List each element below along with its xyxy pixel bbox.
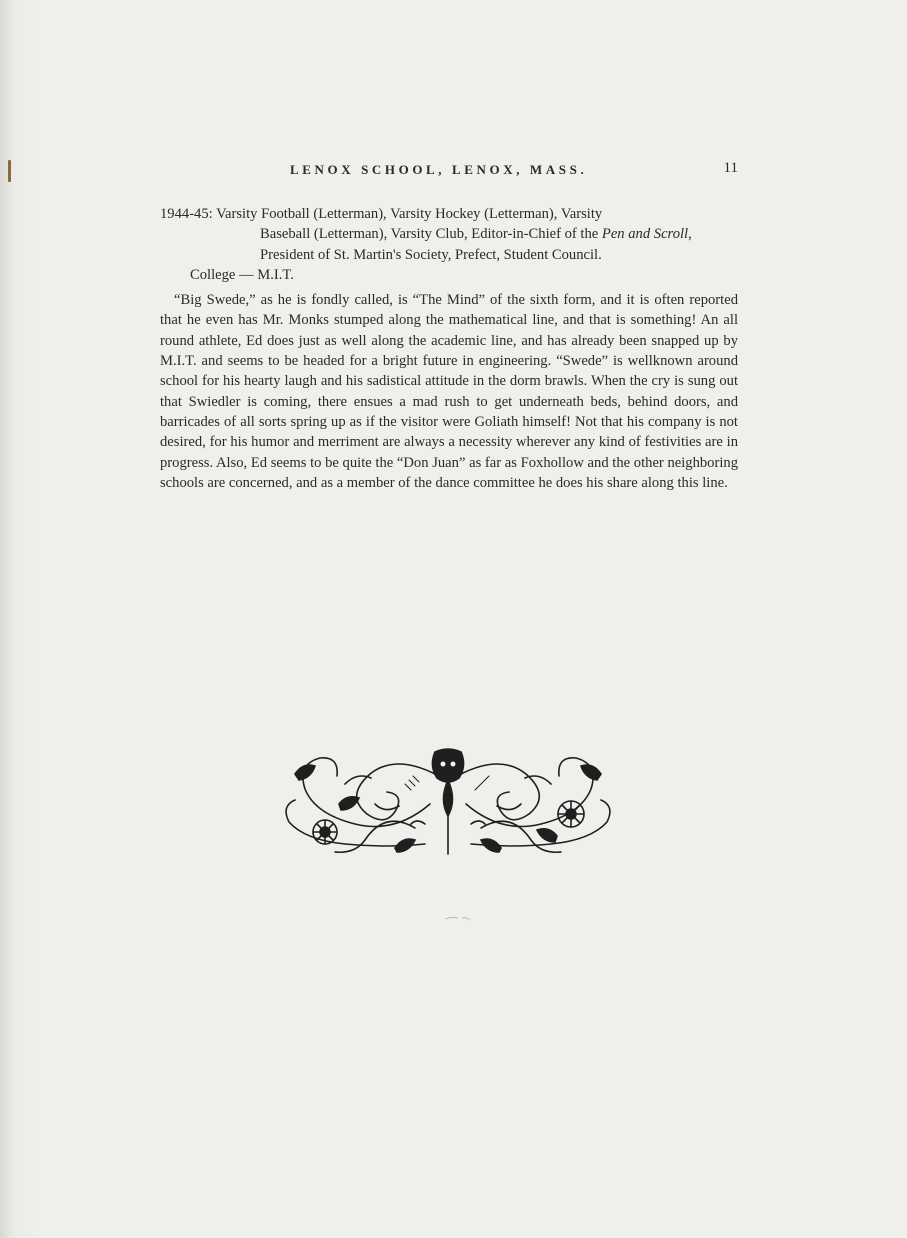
publication-title: Pen and Scroll (601, 226, 689, 243)
ink-speck (444, 914, 474, 922)
student-entry (160, 204, 738, 493)
record-text-after: , President of St. Martin's Society, Prefect, Student Council. (260, 226, 692, 263)
running-head (160, 162, 738, 182)
binding-mark (8, 160, 11, 182)
running-title: LENOX SCHOOL, LENOX, MASS. (290, 162, 588, 177)
page-number: 11 (723, 160, 738, 176)
college-line: College — M.I.T. (190, 266, 294, 283)
biography-paragraph: “Big Swede,” as he is fondly called, is “The Mind” of the sixth form, and it is often reported that he even has Mr. Monks stumped along the mathematical line, and that is something! An all round athlete, Ed does just as well along the academic line, and has already been snapped up by M.I.T. and seems to be headed for a bright future in engineering. “Swede” is wellknown around school for his hearty laugh and his sadistical attitude in the dorm brawls. When the cry is sung out that Swiedler is coming, there ensues a mad rush to get underneath beds, behind doors, and barricades of all sorts spring up as if the visitor were Goliath himself! Not that his company is not desired, for his humor and merriment are always a necessity wherever any kind of festivities are in progress. Also, Ed seems to be quite the “Don Juan” as far as Foxhollow and the other neighboring schools are concerned, and as a member of the dance committee he does his share along this line. (160, 292, 738, 491)
record-text-before: Baseball (Letterman), Varsity Club, Editor-in-Chief of the (260, 226, 602, 243)
activities-record-line: 1944-45: Varsity Football (Letterman), Varsity Hockey (Letterman), Varsity (160, 206, 603, 222)
activities-record-continued (160, 224, 738, 265)
floral-scroll-ornament-icon (275, 744, 621, 862)
